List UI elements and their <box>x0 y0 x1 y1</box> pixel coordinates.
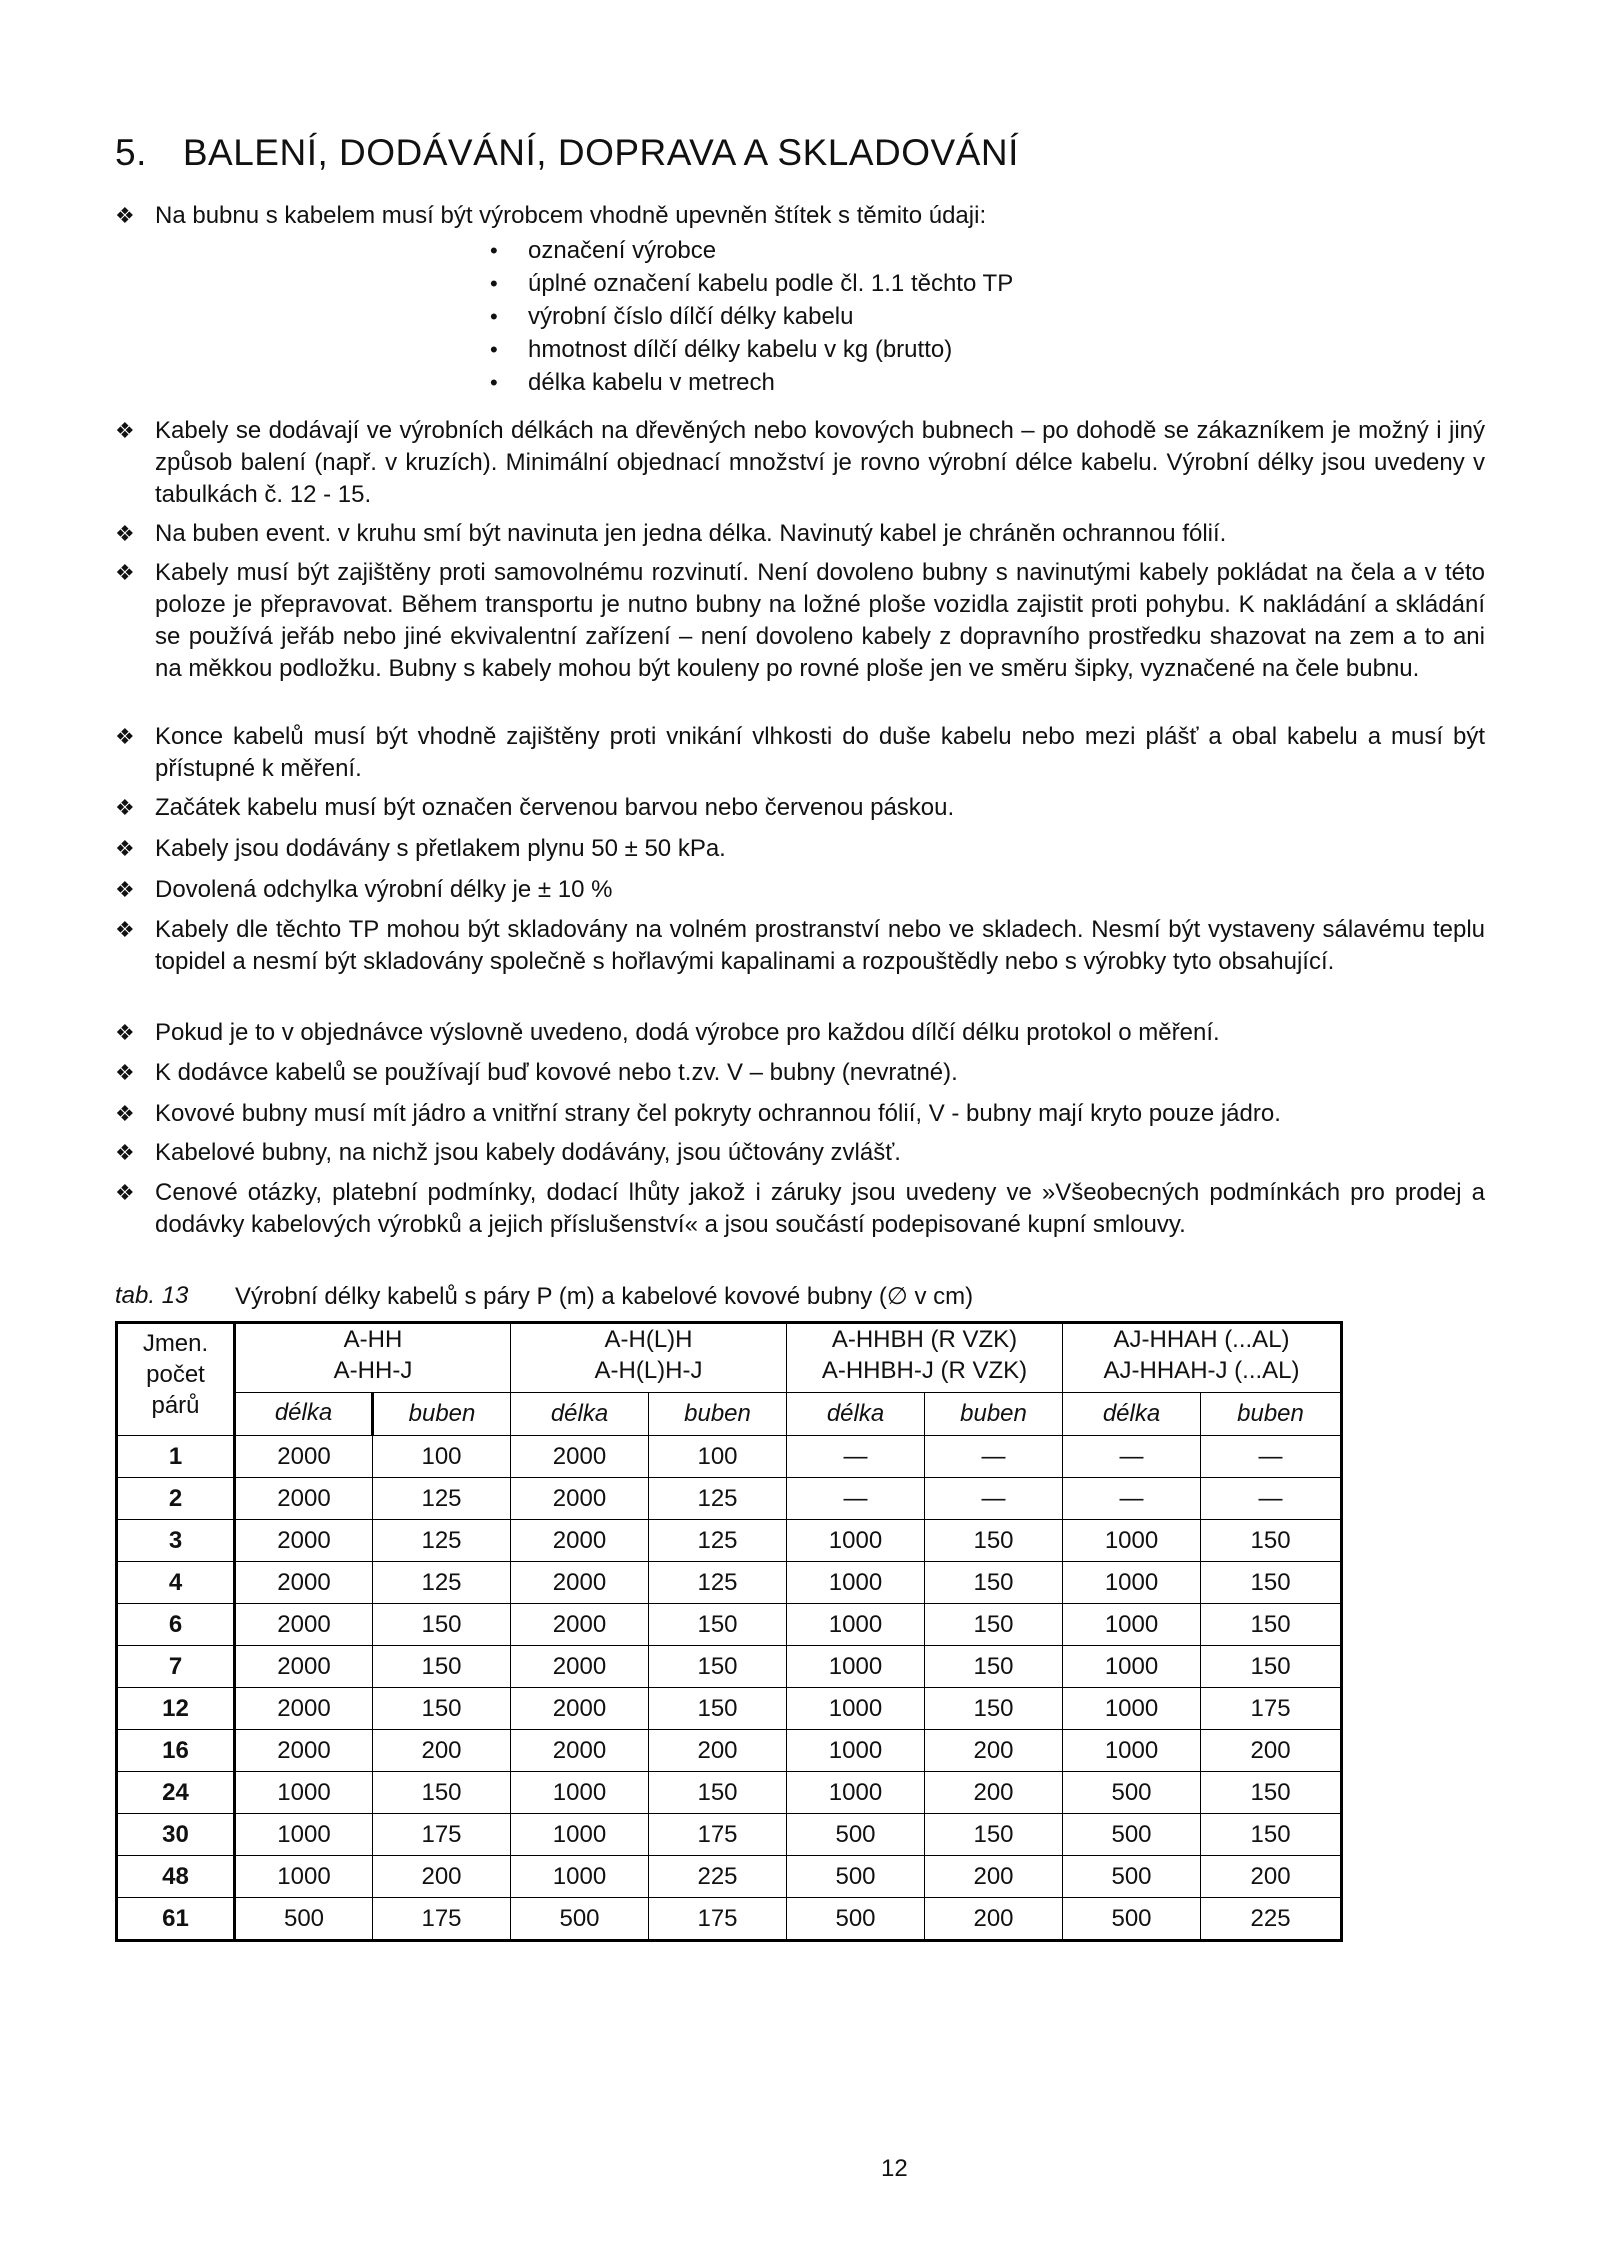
table-cell: 200 <box>649 1730 787 1772</box>
table-cell: — <box>1063 1436 1201 1478</box>
table-cell: 1000 <box>511 1856 649 1898</box>
intro-paragraph <box>115 200 1445 232</box>
column-header: délka <box>511 1393 649 1436</box>
diamond-bullet-icon: ❖ <box>115 521 135 546</box>
intro-block <box>115 200 1445 399</box>
table-cell: 500 <box>1063 1814 1201 1856</box>
table-cell: 150 <box>649 1646 787 1688</box>
paragraph-text: Na buben event. v kruhu smí být navinuta jen jedna délka. Navinutý kabel je chráněn ochrannou fólií. <box>155 520 1227 547</box>
pair-count-cell: 1 <box>117 1436 235 1478</box>
pair-count-cell: 16 <box>117 1730 235 1772</box>
table-cell: 125 <box>649 1478 787 1520</box>
section-heading <box>115 132 1019 174</box>
table-cell: 200 <box>925 1772 1063 1814</box>
diamond-bullet-icon: ❖ <box>115 1020 135 1045</box>
list-item: • úplné označení kabelu podle čl. 1.1 těchto TP <box>490 267 1445 300</box>
table-row <box>117 1856 1342 1898</box>
table-header-row <box>117 1323 1342 1393</box>
table-cell: 175 <box>373 1814 511 1856</box>
table-cell: 1000 <box>1063 1646 1201 1688</box>
table-cell: 225 <box>649 1856 787 1898</box>
table-cell: 1000 <box>787 1604 925 1646</box>
pair-count-cell: 30 <box>117 1814 235 1856</box>
paragraph-text: Kabely se dodávají ve výrobních délkách na dřevěných nebo kovových bubnech – po dohodě se zákazníkem je možný i jiný způsob balení (např. v kruzích). Minimální objednací množství je rovno výrobní délce kabelu. Výrobní délky jsou uvedeny v tabulkách č. 12 - 15. <box>155 417 1485 508</box>
table-subheader-row <box>117 1393 1342 1436</box>
table-cell: — <box>1201 1436 1342 1478</box>
table-cell: 500 <box>1063 1898 1201 1941</box>
table-cell: 2000 <box>235 1436 373 1478</box>
column-header: buben <box>373 1393 511 1436</box>
table-cell: 200 <box>925 1730 1063 1772</box>
table-cell: 2000 <box>235 1646 373 1688</box>
table-cell: 150 <box>373 1772 511 1814</box>
table-cell: 1000 <box>787 1688 925 1730</box>
table-cell: 150 <box>373 1646 511 1688</box>
table-cell: 1000 <box>511 1814 649 1856</box>
table-caption-tag: tab. 13 <box>115 1282 189 1309</box>
table-cell: — <box>787 1478 925 1520</box>
paragraph-text: K dodávce kabelů se používají buď kovové nebo t.zv. V – bubny (nevratné). <box>155 1059 958 1086</box>
table-row <box>117 1814 1342 1856</box>
table-cell: 2000 <box>235 1688 373 1730</box>
table-cell: 125 <box>373 1478 511 1520</box>
table-cell: 1000 <box>1063 1562 1201 1604</box>
pair-count-cell: 48 <box>117 1856 235 1898</box>
table-cell: 150 <box>925 1814 1063 1856</box>
table-cell: 125 <box>649 1520 787 1562</box>
column-header: buben <box>1201 1393 1342 1436</box>
table-cell: 150 <box>1201 1604 1342 1646</box>
paragraph-text: Kovové bubny musí mít jádro a vnitřní strany čel pokryty ochrannou fólií, V - bubny mají kryto pouze jádro. <box>155 1100 1281 1127</box>
table-cell: 1000 <box>787 1730 925 1772</box>
table-cell: 175 <box>373 1898 511 1941</box>
diamond-bullet-icon: ❖ <box>115 877 135 902</box>
pair-count-cell: 2 <box>117 1478 235 1520</box>
table-cell: 150 <box>1201 1520 1342 1562</box>
table-cell: 500 <box>1063 1772 1201 1814</box>
table-caption-text: Výrobní délky kabelů s páry P (m) a kabelové kovové bubny (∅ v cm) <box>235 1283 974 1310</box>
table-cell: 500 <box>787 1856 925 1898</box>
bullet-paragraph <box>115 721 1485 785</box>
table-cell: 2000 <box>511 1688 649 1730</box>
table-cell: 200 <box>373 1730 511 1772</box>
bullet-paragraph <box>115 415 1485 511</box>
table-cell: 100 <box>373 1436 511 1478</box>
table-cell: 150 <box>925 1520 1063 1562</box>
table-cell: 1000 <box>511 1772 649 1814</box>
pair-count-cell: 7 <box>117 1646 235 1688</box>
table-cell: 2000 <box>235 1730 373 1772</box>
paragraph-text: Konce kabelů musí být vhodně zajištěny proti vnikání vlhkosti do duše kabelu nebo mezi plášť a obal kabelu a musí být přístupné k měření. <box>155 723 1485 782</box>
diamond-bullet-icon: ❖ <box>115 418 135 443</box>
table-cell: 1000 <box>235 1772 373 1814</box>
table-cell: 100 <box>649 1436 787 1478</box>
table-row <box>117 1604 1342 1646</box>
bullet-paragraph <box>115 874 1485 906</box>
table-cell: — <box>925 1478 1063 1520</box>
diamond-bullet-icon: ❖ <box>115 560 135 585</box>
table-caption <box>115 1282 973 1311</box>
diamond-bullet-icon: ❖ <box>115 795 135 820</box>
list-item: • hmotnost dílčí délky kabelu v kg (brutto) <box>490 333 1445 366</box>
bullet-paragraph <box>115 557 1485 685</box>
table-cell: 500 <box>787 1814 925 1856</box>
table-cell: 2000 <box>511 1646 649 1688</box>
table-cell: 225 <box>1201 1898 1342 1941</box>
paragraph-text: Kabely jsou dodávány s přetlakem plynu 50 ± 50 kPa. <box>155 835 726 862</box>
table-cell: 200 <box>373 1856 511 1898</box>
section-number: 5. <box>115 132 147 173</box>
table-cell: 2000 <box>511 1520 649 1562</box>
pair-count-cell: 12 <box>117 1688 235 1730</box>
diamond-bullet-icon: ❖ <box>115 724 135 749</box>
table-cell: 150 <box>649 1688 787 1730</box>
table-row <box>117 1688 1342 1730</box>
table-row <box>117 1646 1342 1688</box>
paragraph-text: Dovolená odchylka výrobní délky je ± 10 % <box>155 876 613 903</box>
table-cell: 150 <box>1201 1562 1342 1604</box>
diamond-bullet-icon: ❖ <box>115 1140 135 1165</box>
bullet-paragraph <box>115 792 1485 824</box>
column-group-header: A-HH A-HH-J <box>235 1323 511 1393</box>
pair-count-header: Jmen. počet párů <box>117 1323 235 1436</box>
column-group-header: A-H(L)H A-H(L)H-J <box>511 1323 787 1393</box>
table-cell: — <box>787 1436 925 1478</box>
table-cell: — <box>925 1436 1063 1478</box>
list-item: • výrobní číslo dílčí délky kabelu <box>490 300 1445 333</box>
bullet-paragraph <box>115 914 1485 978</box>
table-row <box>117 1436 1342 1478</box>
table-row <box>117 1520 1342 1562</box>
table-cell: 150 <box>1201 1646 1342 1688</box>
table-cell: 2000 <box>235 1562 373 1604</box>
table-cell: — <box>1063 1478 1201 1520</box>
diamond-bullet-icon: ❖ <box>115 1060 135 1085</box>
table-cell: 2000 <box>235 1604 373 1646</box>
table-cell: — <box>1201 1478 1342 1520</box>
bullet-paragraph <box>115 833 1485 865</box>
pair-count-cell: 3 <box>117 1520 235 1562</box>
column-header: délka <box>1063 1393 1201 1436</box>
table-cell: 150 <box>373 1688 511 1730</box>
cable-lengths-table <box>115 1321 1343 1942</box>
table-row <box>117 1562 1342 1604</box>
table-cell: 1000 <box>1063 1604 1201 1646</box>
diamond-bullet-icon: ❖ <box>115 203 135 228</box>
table-cell: 200 <box>1201 1730 1342 1772</box>
table-cell: 1000 <box>1063 1520 1201 1562</box>
table-row <box>117 1478 1342 1520</box>
diamond-bullet-icon: ❖ <box>115 1101 135 1126</box>
pair-count-cell: 4 <box>117 1562 235 1604</box>
table-row <box>117 1772 1342 1814</box>
bullet-paragraph <box>115 518 1485 550</box>
table-cell: 150 <box>925 1688 1063 1730</box>
table-cell: 200 <box>1201 1856 1342 1898</box>
paragraph-text: Cenové otázky, platební podmínky, dodací lhůty jakož i záruky jsou uvedeny ve »Všeobecných podmínkách pro prodej a dodávky kabelových výrobků a jejich příslušenství« a jsou součástí podepisované kupní smlouvy. <box>155 1179 1485 1238</box>
paragraph-text: Pokud je to v objednávce výslovně uvedeno, dodá výrobce pro každou dílčí délku protokol o měření. <box>155 1019 1220 1046</box>
table-cell: 2000 <box>511 1562 649 1604</box>
table-cell: 150 <box>925 1646 1063 1688</box>
table-cell: 200 <box>925 1856 1063 1898</box>
table-cell: 150 <box>649 1772 787 1814</box>
table-cell: 150 <box>1201 1814 1342 1856</box>
column-header: délka <box>787 1393 925 1436</box>
pair-count-cell: 24 <box>117 1772 235 1814</box>
diamond-bullet-icon: ❖ <box>115 917 135 942</box>
label-items-list <box>115 234 1445 399</box>
bullet-paragraph <box>115 1177 1485 1241</box>
bullet-paragraph <box>115 1098 1485 1130</box>
table-cell: 1000 <box>787 1772 925 1814</box>
table-body <box>117 1436 1342 1941</box>
table-cell: 150 <box>925 1604 1063 1646</box>
table-cell: 2000 <box>235 1520 373 1562</box>
table-cell: 1000 <box>235 1856 373 1898</box>
table-cell: 1000 <box>1063 1688 1201 1730</box>
intro-text: Na bubnu s kabelem musí být výrobcem vhodně upevněn štítek s těmito údaji: <box>155 202 987 229</box>
table-cell: 125 <box>373 1520 511 1562</box>
table-cell: 2000 <box>511 1604 649 1646</box>
table-cell: 175 <box>649 1814 787 1856</box>
table-row <box>117 1730 1342 1772</box>
table-cell: 150 <box>373 1604 511 1646</box>
table-cell: 500 <box>1063 1856 1201 1898</box>
table-cell: 175 <box>1201 1688 1342 1730</box>
column-header: délka <box>235 1393 373 1436</box>
table-cell: 500 <box>235 1898 373 1941</box>
diamond-bullet-icon: ❖ <box>115 1180 135 1205</box>
table-cell: 1000 <box>787 1520 925 1562</box>
table-cell: 125 <box>649 1562 787 1604</box>
paragraph-text: Kabely dle těchto TP mohou být skladovány na volném prostranství nebo ve skladech. Nesmí být vystaveny sálavému teplu topidel a nesmí být skladovány společně s hořlavými kapalinami a rozpouštědly nebo s výrobky tyto obsahující. <box>155 916 1485 975</box>
page-number: 12 <box>881 2155 908 2182</box>
table-cell: 2000 <box>235 1478 373 1520</box>
table-cell: 500 <box>511 1898 649 1941</box>
paragraph-text: Kabely musí být zajištěny proti samovolnému rozvinutí. Není dovoleno bubny s navinutými kabely pokládat na čela a v této poloze je přepravovat. Během transportu je nutno bubny na ložné ploše vozidla zajistit proti pohybu. K nakládání a skládání se používá jeřáb nebo jiné ekvivalentní zařízení – není dovoleno kabely z dopravního prostředku shazovat na zem a to ani na měkkou podložku. Bubny s kabely mohou být kouleny po rovné ploše jen ve směru šipky, vyznačené na čele bubnu. <box>155 559 1485 682</box>
table-cell: 1000 <box>787 1646 925 1688</box>
diamond-bullet-icon: ❖ <box>115 836 135 861</box>
table-cell: 2000 <box>511 1730 649 1772</box>
table-cell: 175 <box>649 1898 787 1941</box>
table-cell: 500 <box>787 1898 925 1941</box>
column-header: buben <box>925 1393 1063 1436</box>
table-cell: 2000 <box>511 1436 649 1478</box>
table-cell: 150 <box>1201 1772 1342 1814</box>
table-cell: 150 <box>649 1604 787 1646</box>
table-cell: 200 <box>925 1898 1063 1941</box>
list-item: • délka kabelu v metrech <box>490 366 1445 399</box>
section-title: BALENÍ, DODÁVÁNÍ, DOPRAVA A SKLADOVÁNÍ <box>182 132 1019 173</box>
table-cell: 1000 <box>235 1814 373 1856</box>
table-cell: 2000 <box>511 1478 649 1520</box>
column-group-header: AJ-HHAH (...AL) AJ-HHAH-J (...AL) <box>1063 1323 1342 1393</box>
table-cell: 1000 <box>1063 1730 1201 1772</box>
table-cell: 1000 <box>787 1562 925 1604</box>
list-item: • označení výrobce <box>490 234 1445 267</box>
table-cell: 150 <box>925 1562 1063 1604</box>
column-group-header: A-HHBH (R VZK) A-HHBH-J (R VZK) <box>787 1323 1063 1393</box>
paragraph-text: Začátek kabelu musí být označen červenou barvou nebo červenou páskou. <box>155 794 955 821</box>
bullet-paragraph <box>115 1017 1485 1049</box>
column-header: buben <box>649 1393 787 1436</box>
paragraph-text: Kabelové bubny, na nichž jsou kabely dodávány, jsou účtovány zvlášť. <box>155 1139 901 1166</box>
bullet-paragraph <box>115 1137 1485 1169</box>
table-cell: 125 <box>373 1562 511 1604</box>
table-row <box>117 1898 1342 1941</box>
pair-count-cell: 6 <box>117 1604 235 1646</box>
pair-count-cell: 61 <box>117 1898 235 1941</box>
bullet-paragraph <box>115 1057 1485 1089</box>
